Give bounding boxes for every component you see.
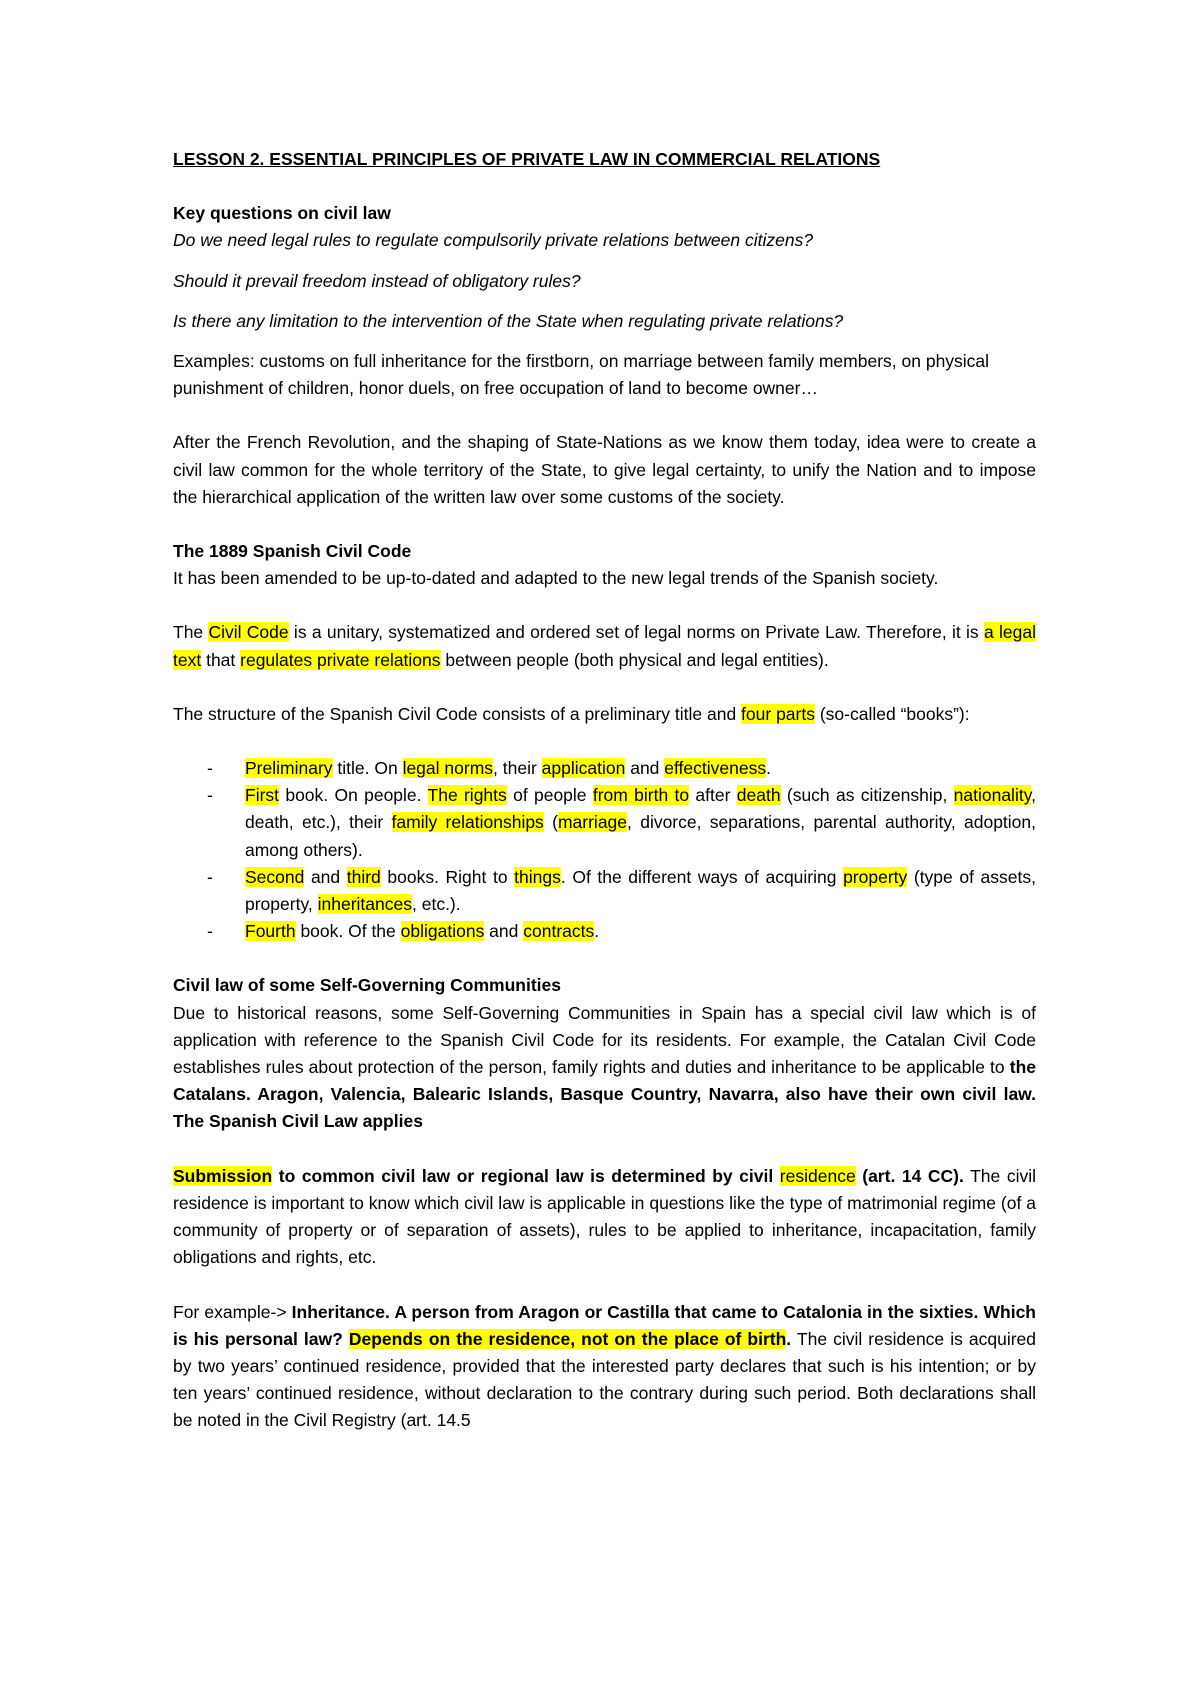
highlight: First: [245, 785, 280, 806]
highlight: family relationships: [391, 812, 544, 833]
text-run: after: [689, 785, 737, 806]
text-run: , etc.).: [412, 894, 461, 915]
text-run: between people (both physical and legal entities).: [440, 649, 829, 670]
text-run: book. Of the: [295, 921, 401, 942]
list-item-first-book: [173, 782, 1036, 864]
text-run: and: [625, 758, 665, 779]
text-run: The civil residence is acquired by two years’ continued residence, provided that the interested party declares that such is his intention; or by ten years’ continued residence, without declaration to the contrary during such period. Both declarations shall be noted in the Civil Registry (art. 14.5: [173, 1328, 1036, 1431]
highlight: obligations: [400, 921, 485, 942]
structure-paragraph: [173, 701, 1036, 728]
examples-paragraph: Examples: customs on full inheritance for the firstborn, on marriage between family members, on physical punishment of children, honor duels, on free occupation of land to become owner…: [173, 351, 990, 399]
text-run: books. Right to: [380, 866, 515, 887]
highlight: application: [541, 758, 626, 779]
regional-law-heading: Civil law of some Self-Governing Communities: [173, 975, 561, 996]
highlight: Preliminary: [245, 758, 333, 779]
question-3: Is there any limitation to the intervention of the State when regulating private relations?: [173, 310, 844, 331]
bold-run: Inheritance. A person from Aragon or Castilla that came to Catalonia in the sixties. Which is his personal law?: [173, 1301, 1036, 1349]
text-run: For example->: [173, 1301, 292, 1322]
highlight-submission: Submission: [173, 1165, 273, 1186]
text-run: . Of the different ways of acquiring: [560, 866, 844, 887]
highlight-civil-code: Civil Code: [208, 622, 289, 643]
text-run: .: [594, 921, 600, 942]
highlight: death: [736, 785, 781, 806]
highlight: marriage: [557, 812, 628, 833]
text-run: , death, etc.), their: [245, 785, 1037, 833]
highlight: The rights: [427, 785, 507, 806]
text-run: and: [304, 866, 347, 887]
books-list: [173, 755, 1036, 945]
civil-code-amended-paragraph: It has been amended to be up-to-dated and adapted to the new legal trends of the Spanish society.: [173, 568, 939, 589]
highlight: things: [514, 866, 561, 887]
text-run: (so-called “books”):: [814, 703, 970, 724]
highlight-residence: residence: [779, 1165, 856, 1186]
text-run: Due to historical reasons, some Self-Governing Communities in Spain has a special civil law which is of application with reference to the Spanish Civil Code for its residents. For example, the Catalan Civil Code establishes rules about protection of the person, family rights and duties and inheritance to be applicable to: [173, 1002, 1036, 1078]
highlight-four-parts: four parts: [741, 703, 815, 724]
highlight-legal-text: a legal text: [173, 622, 1036, 670]
highlight: legal norms: [402, 758, 494, 779]
highlight: Fourth: [245, 921, 296, 942]
highlight: contracts: [523, 921, 595, 942]
text-run: , their: [493, 758, 542, 779]
key-questions-heading: Key questions on civil law: [173, 203, 391, 224]
highlight: nationality: [953, 785, 1032, 806]
bold-run: the Catalans. Aragon, Valencia, Balearic Islands, Basque Country, Navarra, also have their own civil law. The Spanish Civil Law applies: [173, 1057, 1036, 1132]
highlight: property: [843, 866, 908, 887]
french-revolution-paragraph: After the French Revolution, and the shaping of State-Nations as we know them today, idea were to create a civil law common for the whole territory of the State, to give legal certainty, to unify the Nation and to impose the hierarchical application of the written law over some customs of the society.: [173, 432, 1036, 507]
text-run: and: [484, 921, 524, 942]
highlight: third: [346, 866, 381, 887]
text-run: is a unitary, systematized and ordered set of legal norms on Private Law. Therefore, it is: [288, 622, 984, 643]
text-run: .: [766, 758, 771, 779]
bold-run: [343, 1329, 349, 1349]
submission-paragraph: [173, 1163, 1036, 1272]
regional-law-paragraph: [173, 1000, 1036, 1136]
highlight: inheritances: [317, 894, 412, 915]
text-run: title. On: [332, 758, 403, 779]
highlight: from birth to: [592, 785, 690, 806]
text-run: (such as citizenship,: [780, 785, 954, 806]
highlight-regulates-private-relations: regulates private relations: [240, 649, 441, 670]
text-run: , divorce, separations, parental authority, adoption, among others).: [245, 812, 1037, 860]
example-paragraph: [173, 1299, 1036, 1435]
question-1: Do we need legal rules to regulate compulsorily private relations between citizens?: [173, 230, 814, 251]
list-item-second-third-books: [173, 864, 1036, 918]
list-item-preliminary-title: [173, 755, 1036, 782]
civil-code-definition-paragraph: [173, 619, 1036, 673]
lesson-title: LESSON 2. ESSENTIAL PRINCIPLES OF PRIVATE LAW IN COMMERCIAL RELATIONS: [173, 149, 881, 169]
civil-code-heading: The 1889 Spanish Civil Code: [173, 541, 412, 562]
text-run: (: [543, 812, 558, 833]
text-run: of people: [506, 785, 593, 806]
question-2: Should it prevail freedom instead of obligatory rules?: [173, 270, 581, 291]
text-run: that: [201, 649, 241, 670]
bold-run: (art. 14 CC).: [855, 1165, 964, 1186]
text-run: The: [173, 622, 209, 643]
list-item-fourth-book: [173, 918, 1036, 945]
text-run: The structure of the Spanish Civil Code consists of a preliminary title and: [173, 703, 742, 724]
text-run: (type of assets, property,: [245, 866, 1036, 915]
highlight-depends-on-residence: Depends on the residence, not on the place of birth: [348, 1328, 787, 1349]
text-run: The civil residence is important to know which civil law is applicable in questions like the type of matrimonial regime (of a community of property or of separation of assets), rules to be applied to inheritance, incapacitation, family obligations and rights, etc.: [173, 1165, 1037, 1268]
document-body: [173, 146, 1036, 1435]
highlight: effectiveness: [664, 758, 767, 779]
bold-run: to common civil law or regional law is determined by civil: [272, 1165, 780, 1186]
text-run: book. On people.: [279, 785, 428, 806]
highlight: Second: [245, 866, 305, 887]
bold-run: .: [786, 1328, 792, 1349]
